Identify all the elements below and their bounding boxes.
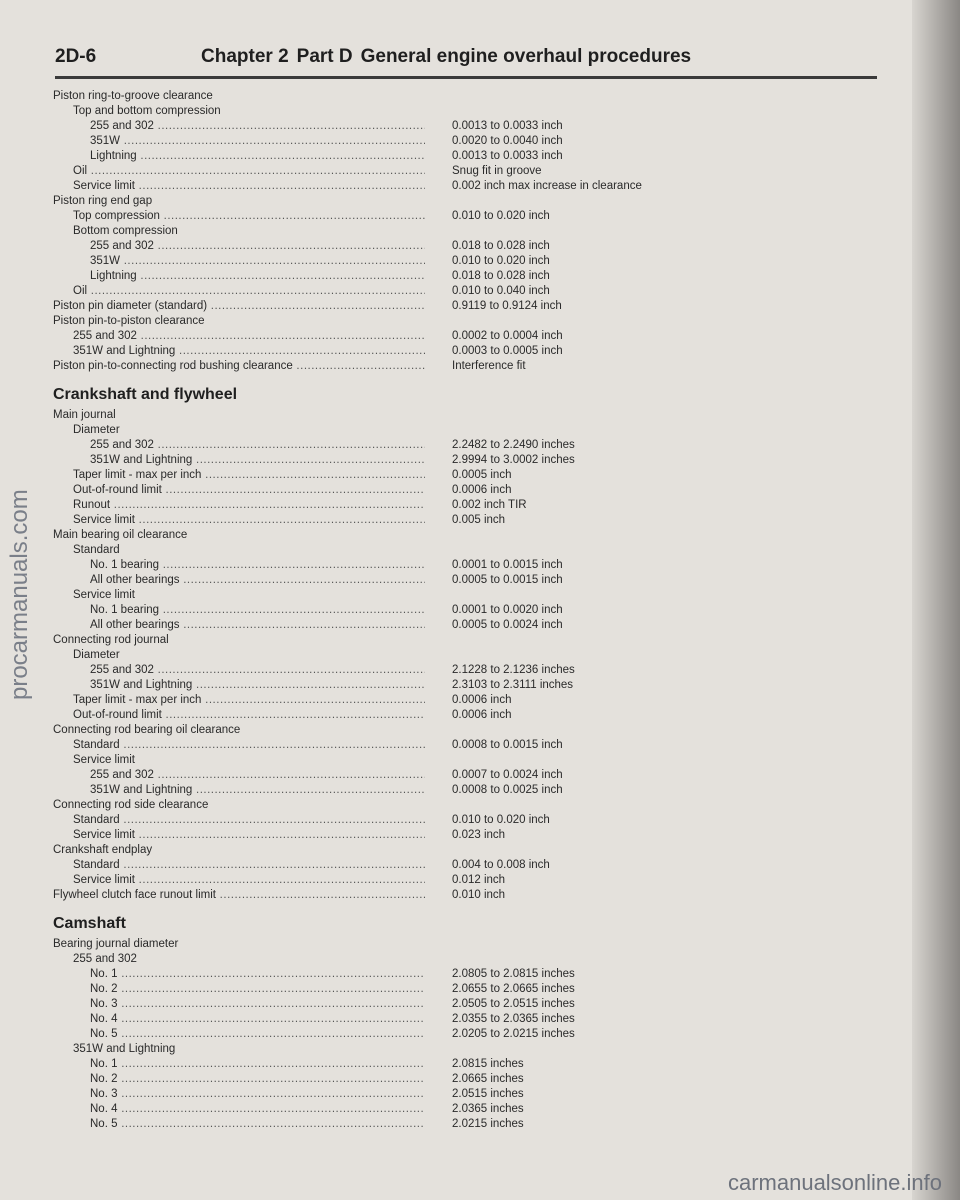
spec-label: No. 2 ..... [90, 1072, 425, 1087]
spec-label: Taper limit - max per inch ..... [73, 468, 425, 483]
spec-value: 0.0005 to 0.0024 inch [452, 619, 563, 631]
spec-row [0, 1072, 900, 1087]
spec-row [0, 104, 900, 119]
spec-label: Service limit ..... [73, 513, 425, 528]
spec-label: Top and bottom compression [73, 105, 221, 117]
spec-row [0, 997, 900, 1012]
spec-row [0, 663, 900, 678]
spec-label: No. 3 ..... [90, 997, 425, 1012]
spec-row [0, 558, 900, 573]
spec-label: Top compression ..... [73, 209, 425, 224]
spec-row [0, 483, 900, 498]
spec-label: Connecting rod side clearance [53, 799, 209, 811]
spec-label: Flywheel clutch face runout limit ..... [53, 888, 425, 903]
spec-row [0, 858, 900, 873]
spec-label: 351W and Lightning ..... [90, 678, 425, 693]
spec-row [0, 239, 900, 254]
spec-value: 0.9119 to 0.9124 inch [452, 300, 562, 312]
spec-value: 0.002 inch max increase in clearance [452, 180, 642, 192]
spec-label: Piston pin diameter (standard) ..... [53, 299, 425, 314]
spec-row [0, 888, 900, 903]
page-edge-shadow [912, 0, 960, 1200]
spec-row [0, 982, 900, 997]
spec-value: 0.023 inch [452, 829, 506, 841]
spec-row [0, 1027, 900, 1042]
spec-value: 0.018 to 0.028 inch [452, 270, 550, 282]
chapter-label: Chapter 2 [201, 46, 289, 67]
spec-label: Standard [73, 544, 120, 556]
spec-row [0, 359, 900, 374]
spec-row [0, 588, 900, 603]
spec-row [0, 194, 900, 209]
spec-row [0, 119, 900, 134]
spec-label: Service limit [73, 754, 135, 766]
section-heading [0, 374, 900, 408]
spec-row [0, 254, 900, 269]
spec-value: 0.0001 to 0.0015 inch [452, 559, 563, 571]
spec-row [0, 753, 900, 768]
spec-row [0, 423, 900, 438]
spec-row [0, 693, 900, 708]
spec-label: Lightning ..... [90, 269, 425, 284]
spec-row [0, 798, 900, 813]
spec-label: Service limit [73, 589, 135, 601]
spec-list [0, 89, 900, 1132]
spec-label: Connecting rod journal [53, 634, 169, 646]
spec-value: 2.0215 inches [452, 1118, 524, 1130]
spec-label: Service limit ..... [73, 828, 425, 843]
spec-value: 0.0002 to 0.0004 inch [452, 330, 563, 342]
spec-label: 255 and 302 ..... [90, 119, 425, 134]
spec-label: 255 and 302 ..... [90, 438, 425, 453]
spec-row [0, 89, 900, 104]
spec-row [0, 648, 900, 663]
spec-row [0, 344, 900, 359]
side-watermark: procarmanuals.com [6, 489, 33, 700]
spec-value: 0.010 to 0.020 inch [452, 210, 550, 222]
spec-label: All other bearings ..... [90, 573, 425, 588]
spec-value: 0.0005 inch [452, 469, 512, 481]
spec-label: 255 and 302 ..... [90, 768, 425, 783]
spec-value: 0.004 to 0.008 inch [452, 859, 550, 871]
spec-value: 2.3103 to 2.3111 inches [452, 679, 574, 691]
spec-row [0, 952, 900, 967]
spec-label: No. 1 bearing ..... [90, 603, 425, 618]
spec-value: 0.0008 to 0.0015 inch [452, 739, 563, 751]
spec-row [0, 873, 900, 888]
spec-label: 255 and 302 ..... [90, 663, 425, 678]
spec-label: No. 2 ..... [90, 982, 425, 997]
spec-label: Bottom compression [73, 225, 178, 237]
spec-label: 351W ..... [90, 254, 425, 269]
spec-label: 255 and 302 ..... [90, 239, 425, 254]
spec-row [0, 633, 900, 648]
spec-row [0, 498, 900, 513]
spec-row [0, 1012, 900, 1027]
spec-row [0, 284, 900, 299]
spec-value: 0.0003 to 0.0005 inch [452, 345, 563, 357]
spec-value: 0.018 to 0.028 inch [452, 240, 550, 252]
spec-row [0, 828, 900, 843]
spec-label: Standard ..... [73, 738, 425, 753]
spec-value: 0.0005 to 0.0015 inch [452, 574, 563, 586]
spec-label: 351W ..... [90, 134, 425, 149]
spec-label: No. 4 ..... [90, 1012, 425, 1027]
spec-label: Oil ..... [73, 284, 425, 299]
spec-label: Piston pin-to-connecting rod bushing clearance ..... [53, 359, 425, 374]
spec-row [0, 813, 900, 828]
page-title [201, 46, 699, 68]
spec-row [0, 618, 900, 633]
spec-label: 351W and Lightning [73, 1043, 176, 1055]
spec-row [0, 453, 900, 468]
spec-label: Diameter [73, 649, 120, 661]
spec-label: Out-of-round limit ..... [73, 708, 425, 723]
spec-value: 2.0805 to 2.0815 inches [452, 968, 575, 980]
spec-label: Connecting rod bearing oil clearance [53, 724, 241, 736]
spec-label: No. 3 ..... [90, 1087, 425, 1102]
spec-row [0, 937, 900, 952]
spec-label: 255 and 302 ..... [73, 329, 425, 344]
spec-row [0, 209, 900, 224]
spec-value: 0.0008 to 0.0025 inch [452, 784, 563, 796]
page-number: 2D-6 [55, 46, 97, 67]
spec-label: Runout ..... [73, 498, 425, 513]
spec-row [0, 329, 900, 344]
section-heading [0, 903, 900, 937]
spec-value: 2.1228 to 2.1236 inches [452, 664, 575, 676]
spec-value: 0.010 to 0.020 inch [452, 814, 550, 826]
spec-row [0, 1102, 900, 1117]
spec-value: Snug fit in groove [452, 165, 542, 177]
spec-row [0, 224, 900, 239]
spec-value: 2.0505 to 2.0515 inches [452, 998, 575, 1010]
spec-row [0, 738, 900, 753]
header-rule [55, 76, 877, 79]
spec-row [0, 1042, 900, 1057]
spec-row [0, 438, 900, 453]
spec-row [0, 269, 900, 284]
spec-value: 0.0006 inch [452, 709, 512, 721]
spec-label: No. 5 ..... [90, 1117, 425, 1132]
spec-label: Piston ring end gap [53, 195, 153, 207]
spec-label: Diameter [73, 424, 120, 436]
spec-row [0, 783, 900, 798]
spec-label: All other bearings ..... [90, 618, 425, 633]
spec-row [0, 299, 900, 314]
spec-label: No. 1 ..... [90, 967, 425, 982]
page-header [55, 46, 875, 76]
section-heading-text: Crankshaft and flywheel [53, 386, 238, 403]
spec-value: Interference fit [452, 360, 526, 372]
part-label: Part D [296, 46, 353, 67]
spec-row [0, 723, 900, 738]
spec-row [0, 164, 900, 179]
spec-value: 0.0001 to 0.0020 inch [452, 604, 563, 616]
spec-value: 2.0205 to 2.0215 inches [452, 1028, 575, 1040]
spec-label: Service limit ..... [73, 179, 425, 194]
spec-row [0, 843, 900, 858]
spec-label: Piston pin-to-piston clearance [53, 315, 205, 327]
spec-value: 0.005 inch [452, 514, 506, 526]
spec-value: 0.0013 to 0.0033 inch [452, 120, 563, 132]
subject-label: General engine overhaul procedures [360, 46, 692, 67]
spec-value: 0.010 to 0.020 inch [452, 255, 550, 267]
spec-label: No. 4 ..... [90, 1102, 425, 1117]
spec-row [0, 708, 900, 723]
spec-label: 351W and Lightning ..... [90, 453, 425, 468]
spec-row [0, 1087, 900, 1102]
spec-value: 2.0655 to 2.0665 inches [452, 983, 575, 995]
spec-row [0, 468, 900, 483]
spec-label: No. 5 ..... [90, 1027, 425, 1042]
spec-label: Standard ..... [73, 858, 425, 873]
spec-value: 2.0365 inches [452, 1103, 524, 1115]
spec-row [0, 1057, 900, 1072]
spec-row [0, 967, 900, 982]
spec-value: 0.0013 to 0.0033 inch [452, 150, 563, 162]
spec-row [0, 603, 900, 618]
spec-value: 0.012 inch [452, 874, 506, 886]
spec-value: 2.0515 inches [452, 1088, 524, 1100]
spec-value: 0.0007 to 0.0024 inch [452, 769, 563, 781]
spec-label: Standard ..... [73, 813, 425, 828]
spec-row [0, 573, 900, 588]
bottom-watermark: carmanualsonline.info [727, 1170, 942, 1195]
spec-value: 2.9994 to 3.0002 inches [452, 454, 575, 466]
spec-label: Main bearing oil clearance [53, 529, 188, 541]
spec-row [0, 149, 900, 164]
spec-value: 2.2482 to 2.2490 inches [452, 439, 575, 451]
spec-row [0, 678, 900, 693]
spec-label: Main journal [53, 409, 116, 421]
spec-row [0, 513, 900, 528]
spec-label: Bearing journal diameter [53, 938, 179, 950]
spec-row [0, 543, 900, 558]
spec-row [0, 768, 900, 783]
spec-row [0, 1117, 900, 1132]
spec-row [0, 408, 900, 423]
spec-label: Crankshaft endplay [53, 844, 153, 856]
spec-value: 0.010 inch [452, 889, 506, 901]
spec-value: 0.0006 inch [452, 484, 512, 496]
spec-value: 2.0815 inches [452, 1058, 524, 1070]
section-heading-text: Camshaft [53, 915, 126, 932]
spec-label: Piston ring-to-groove clearance [53, 90, 213, 102]
spec-label: Service limit ..... [73, 873, 425, 888]
spec-value: 0.0006 inch [452, 694, 512, 706]
spec-value: 0.010 to 0.040 inch [452, 285, 550, 297]
spec-value: 0.0020 to 0.0040 inch [452, 135, 563, 147]
spec-label: 255 and 302 [73, 953, 137, 965]
spec-label: 351W and Lightning ..... [73, 344, 425, 359]
spec-value: 2.0665 inches [452, 1073, 524, 1085]
spec-label: Taper limit - max per inch ..... [73, 693, 425, 708]
spec-row [0, 528, 900, 543]
spec-label: No. 1 ..... [90, 1057, 425, 1072]
spec-label: 351W and Lightning ..... [90, 783, 425, 798]
spec-value: 2.0355 to 2.0365 inches [452, 1013, 575, 1025]
spec-value: 0.002 inch TIR [452, 499, 527, 511]
spec-label: Oil ..... [73, 164, 425, 179]
spec-label: Lightning ..... [90, 149, 425, 164]
spec-row [0, 179, 900, 194]
spec-label: No. 1 bearing ..... [90, 558, 425, 573]
spec-label: Out-of-round limit ..... [73, 483, 425, 498]
spec-row [0, 314, 900, 329]
spec-row [0, 134, 900, 149]
